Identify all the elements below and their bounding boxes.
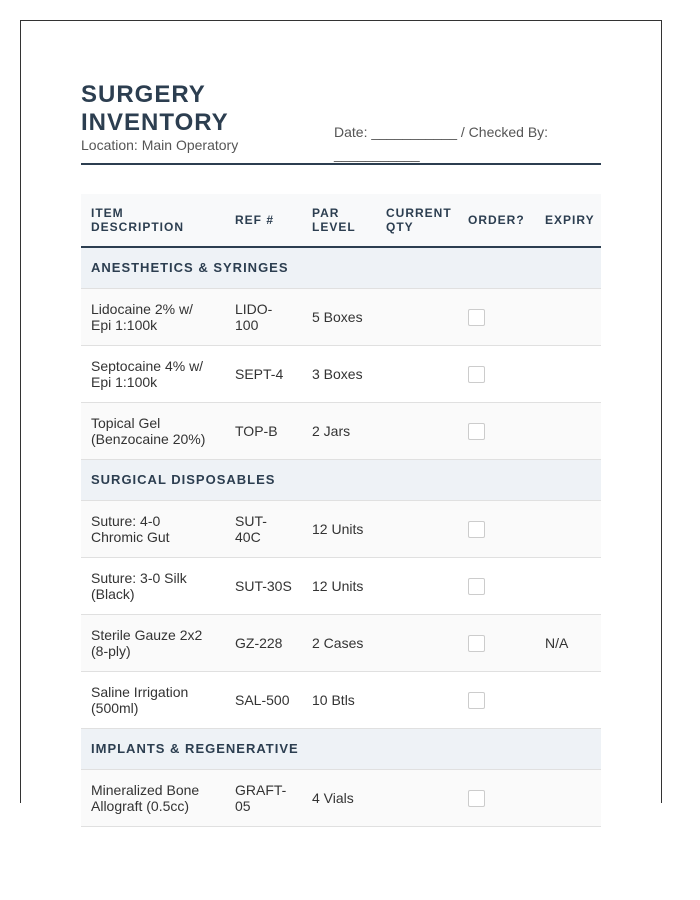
item-par-level: 10 Btls [302, 672, 376, 729]
item-ref: GRAFT-05 [225, 770, 302, 827]
item-expiry[interactable]: N/A [535, 615, 601, 672]
column-header: REF # [225, 194, 302, 247]
section-header-row [81, 247, 601, 289]
order-cell [458, 672, 535, 729]
order-checkbox[interactable] [468, 309, 485, 326]
item-current-qty[interactable] [376, 770, 458, 827]
item-expiry[interactable] [535, 501, 601, 558]
table-row [81, 501, 601, 558]
order-checkbox[interactable] [468, 790, 485, 807]
order-cell [458, 346, 535, 403]
table-row [81, 289, 601, 346]
column-header: EXPIRY [535, 194, 601, 247]
section-title: IMPLANTS & REGENERATIVE [81, 729, 601, 770]
item-expiry[interactable] [535, 289, 601, 346]
item-par-level: 3 Boxes [302, 346, 376, 403]
item-ref: SEPT-4 [225, 346, 302, 403]
order-checkbox[interactable] [468, 423, 485, 440]
item-ref: SUT-40C [225, 501, 302, 558]
item-expiry[interactable] [535, 346, 601, 403]
column-header: CURRENT QTY [376, 194, 458, 247]
order-cell [458, 403, 535, 460]
item-ref: TOP-B [225, 403, 302, 460]
item-par-level: 5 Boxes [302, 289, 376, 346]
item-current-qty[interactable] [376, 558, 458, 615]
table-row [81, 558, 601, 615]
item-par-level: 2 Jars [302, 403, 376, 460]
item-description: Saline Irrigation (500ml) [81, 672, 225, 729]
item-current-qty[interactable] [376, 403, 458, 460]
item-current-qty[interactable] [376, 501, 458, 558]
item-current-qty[interactable] [376, 346, 458, 403]
item-description: Septocaine 4% w/ Epi 1:100k [81, 346, 225, 403]
order-checkbox[interactable] [468, 521, 485, 538]
item-description: Mineralized Bone Allograft (0.5cc) [81, 770, 225, 827]
column-header: ORDER? [458, 194, 535, 247]
item-par-level: 4 Vials [302, 770, 376, 827]
item-expiry[interactable] [535, 672, 601, 729]
item-par-level: 12 Units [302, 558, 376, 615]
order-checkbox[interactable] [468, 635, 485, 652]
table-row [81, 672, 601, 729]
table-row [81, 403, 601, 460]
order-cell [458, 501, 535, 558]
inventory-sheet [20, 20, 662, 814]
order-cell [458, 770, 535, 827]
item-description: Lidocaine 2% w/ Epi 1:100k [81, 289, 225, 346]
inventory-table [81, 194, 601, 827]
section-header-row [81, 460, 601, 501]
table-header-row [81, 194, 601, 247]
order-cell [458, 289, 535, 346]
item-expiry[interactable] [535, 403, 601, 460]
item-description: Suture: 4-0 Chromic Gut [81, 501, 225, 558]
item-ref: LIDO-100 [225, 289, 302, 346]
item-current-qty[interactable] [376, 615, 458, 672]
section-title: ANESTHETICS & SYRINGES [81, 247, 601, 289]
table-row [81, 346, 601, 403]
item-expiry[interactable] [535, 770, 601, 827]
section-header-row [81, 729, 601, 770]
item-ref: SUT-30S [225, 558, 302, 615]
order-checkbox[interactable] [468, 578, 485, 595]
order-checkbox[interactable] [468, 366, 485, 383]
item-ref: GZ-228 [225, 615, 302, 672]
column-header: ITEM DESCRIPTION [81, 194, 225, 247]
table-row [81, 770, 601, 827]
item-ref: SAL-500 [225, 672, 302, 729]
item-current-qty[interactable] [376, 289, 458, 346]
item-description: Sterile Gauze 2x2 (8-ply) [81, 615, 225, 672]
column-header: PAR LEVEL [302, 194, 376, 247]
page-title: SURGERY INVENTORY [81, 81, 229, 136]
item-description: Suture: 3-0 Silk (Black) [81, 558, 225, 615]
sheet-header [81, 81, 601, 165]
item-description: Topical Gel (Benzocaine 20%) [81, 403, 225, 460]
order-cell [458, 558, 535, 615]
item-current-qty[interactable] [376, 672, 458, 729]
table-row [81, 615, 601, 672]
order-cell [458, 615, 535, 672]
section-title: SURGICAL DISPOSABLES [81, 460, 601, 501]
item-par-level: 12 Units [302, 501, 376, 558]
item-par-level: 2 Cases [302, 615, 376, 672]
order-checkbox[interactable] [468, 692, 485, 709]
date-checked-line: Date: ___________ / Checked By: ___________ [334, 124, 549, 162]
item-expiry[interactable] [535, 558, 601, 615]
location-label: Location: Main Operatory [81, 137, 239, 153]
